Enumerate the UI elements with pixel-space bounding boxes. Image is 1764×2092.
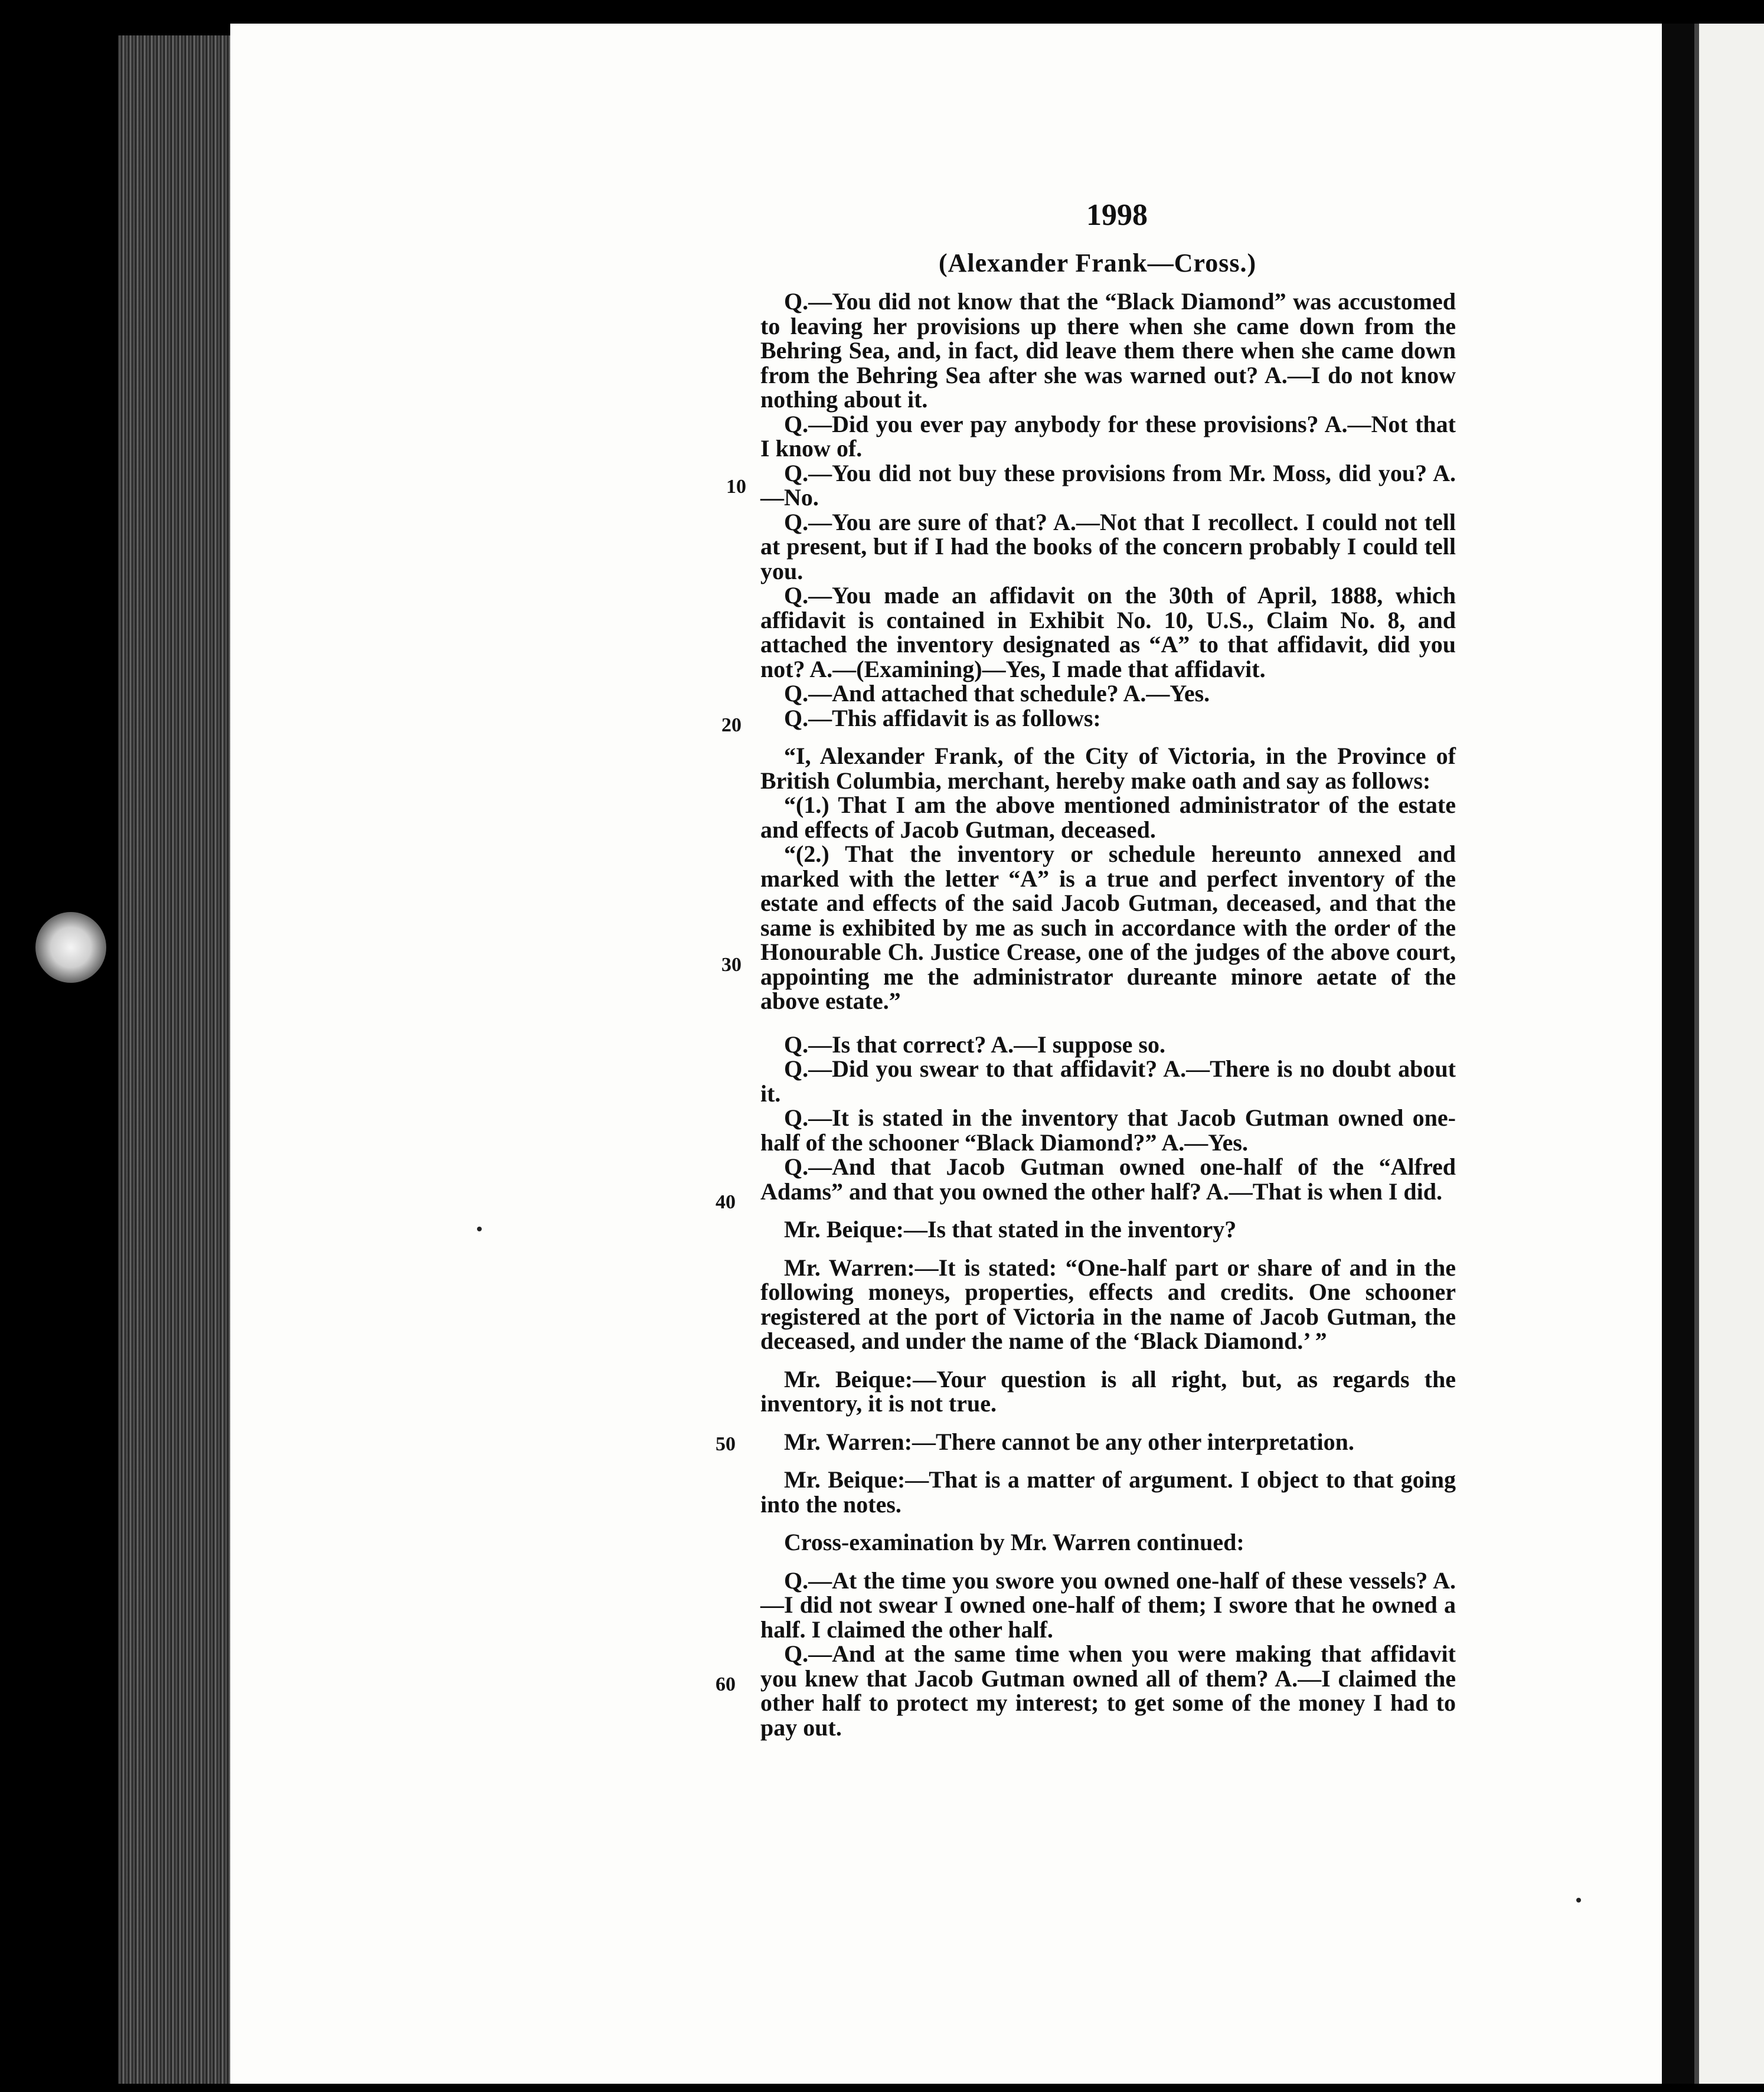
paragraph: Q.—And at the same time when you were making that affidavit you knew that Jacob Gutman owned all of them? A.—I claimed the other half to protect my interest; to get some of the money I had to pay out.: [760, 1640, 1456, 1741]
transcript-body: [760, 289, 1456, 1740]
ink-speck: [477, 1227, 482, 1231]
quoted-paragraph: “I, Alexander Frank, of the City of Victoria, in the Province of British Columbia, merchant, hereby make oath and say as follows:: [760, 743, 1456, 794]
section-heading: Cross-examination by Mr. Warren continued:: [784, 1529, 1244, 1555]
page-number: 1998: [1086, 198, 1148, 232]
paragraph: Q.—And attached that schedule? A.—Yes.: [784, 680, 1210, 707]
paragraph: Q.—You did not know that the “Black Diamond” was accustomed to leaving her provisions up there when she came down from the Behring Sea, and, in fact, did leave them there when she came down from the Behring Sea after she was warned out? A.—I do not know nothing about it.: [760, 288, 1456, 413]
paragraph: Q.—And that Jacob Gutman owned one-half of the “Alfred Adams” and that you owned the other half? A.—That is when I did.: [760, 1153, 1456, 1205]
paragraph: Mr. Beique:—Your question is all right, but, as regards the inventory, it is not true.: [760, 1365, 1456, 1417]
line-number: 60: [716, 1673, 736, 1695]
quoted-paragraph: “(2.) That the inventory or schedule hereunto annexed and marked with the letter “A” is a true and perfect inventory of the estate and effects of the said Jacob Gutman, deceased, and that the same is exhibited by me as such in accordance with the order of the Honourable Ch. Justice Crease, one of the judges of the above court, appointing me the administrator dureante minore aetate of the above estate.”: [760, 841, 1456, 1014]
paragraph: Q.—This affidavit is as follows:: [784, 704, 1101, 731]
paragraph: Mr. Warren:—There cannot be any other interpretation.: [784, 1428, 1354, 1455]
line-number: 50: [716, 1433, 736, 1455]
paragraph: Q.—It is stated in the inventory that Jacob Gutman owned one-half of the schooner “Black Diamond?” A.—Yes.: [760, 1104, 1456, 1156]
line-number: 10: [726, 476, 746, 498]
paragraph: Q.—Did you ever pay anybody for these provisions? A.—Not that I know of.: [760, 410, 1456, 462]
paragraph: Mr. Beique:—Is that stated in the inventory?: [784, 1216, 1237, 1243]
line-number: 40: [716, 1191, 736, 1213]
paragraph: Mr. Beique:—That is a matter of argument. I object to that going into the notes.: [760, 1466, 1456, 1518]
paragraph: Q.—Is that correct? A.—I suppose so.: [784, 1031, 1165, 1058]
paragraph: Q.—You made an affidavit on the 30th of April, 1888, which affidavit is contained in Exhibit No. 10, U.S., Claim No. 8, and attached the inventory designated as “A” to that affidavit, did you not? A.—(Examining)—Yes, I made that affidavit.: [760, 582, 1456, 682]
line-number: 30: [721, 954, 741, 976]
running-head: (Alexander Frank—Cross.): [939, 249, 1257, 277]
adjacent-page: [1697, 24, 1764, 2084]
paper-blot: [35, 912, 106, 983]
line-number: 20: [721, 714, 741, 736]
quoted-paragraph: “(1.) That I am the above mentioned administrator of the estate and effects of Jacob Gutman, deceased.: [760, 792, 1456, 843]
ink-speck: [1576, 1898, 1581, 1903]
adjacent-page-edge: [1694, 24, 1699, 2084]
book-gutter-shadow: [1662, 24, 1697, 2084]
paragraph: Q.—Did you swear to that affidavit? A.—There is no doubt about it.: [760, 1055, 1456, 1107]
paragraph: Mr. Warren:—It is stated: “One-half part or share of and in the following moneys, properties, effects and credits. One schooner registered at the port of Victoria in the name of Jacob Gutman, the deceased, and under the name of the ‘Black Diamond.’ ”: [760, 1254, 1456, 1354]
paragraph: Q.—At the time you swore you owned one-half of these vessels? A.—I did not swear I owned one-half of them; I swore that he owned a half. I claimed the other half.: [760, 1567, 1456, 1643]
paragraph: Q.—You are sure of that? A.—Not that I recollect. I could not tell at present, but if I had the books of the concern probably I could tell you.: [760, 508, 1456, 584]
paragraph: Q.—You did not buy these provisions from Mr. Moss, did you? A.—No.: [760, 459, 1456, 511]
book-page-edges: [118, 35, 230, 2084]
